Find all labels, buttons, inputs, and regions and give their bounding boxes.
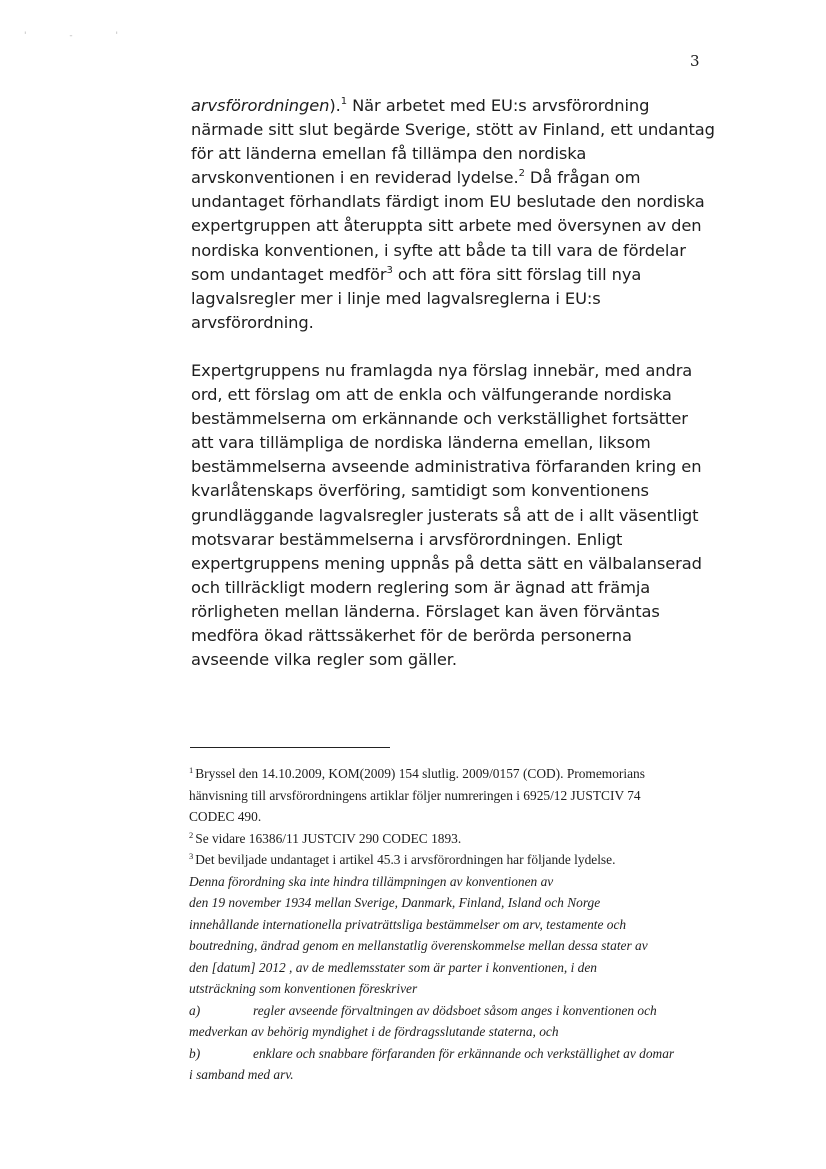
footnote-number: 3 [189, 851, 194, 861]
text-line [191, 311, 736, 335]
text-line [191, 142, 736, 166]
text-run: för att länderna emellan få tillämpa den nordiska [191, 144, 587, 164]
footnote-line [189, 892, 719, 914]
footnote-line [189, 1021, 719, 1043]
footnote-text: den [datum] 2012 , av de medlemsstater som är parter i konventionen, i den [189, 959, 597, 975]
text-line [191, 552, 736, 576]
text-run: nordiska konventionen, i syfte att både ta till vara de fördelar [191, 240, 686, 260]
footnote-text: i samband med arv. [189, 1067, 294, 1082]
scan-marks: ' - ' [24, 31, 138, 41]
text-line [191, 479, 736, 503]
page-number: 3 [690, 52, 700, 70]
footnote-line [189, 1043, 719, 1065]
text-run: undantaget förhandlats färdigt inom EU beslutade den nordiska [191, 192, 705, 212]
footnote-line [189, 849, 719, 871]
text-run: ). [329, 96, 341, 115]
footnote-line [189, 1064, 719, 1086]
text-line [191, 214, 736, 238]
text-run: närmade sitt slut begärde Sverige, stött av Finland, ett undantag [191, 120, 715, 140]
text-line [191, 359, 736, 383]
footnote-text: utsträckning som konventionen föreskriver [189, 981, 418, 996]
text-run: motsvarar bestämmelserna i arvsförordningen. Enligt [191, 529, 623, 549]
text-run: lagvalsregler mer i linje med lagvalsreglerna i EU:s [191, 288, 601, 308]
footnote-line [189, 806, 719, 828]
footnote-number: 2 [189, 829, 194, 840]
text-run: ord, ett förslag om att de enkla och välfungerande nordiska [191, 385, 672, 405]
list-item-label: b) [189, 1045, 201, 1061]
text-line [191, 118, 736, 142]
footnote-line [189, 871, 719, 893]
footnote-text: boutredning, ändrad genom en mellanstatlig överenskommelse mellan dessa stater av [189, 938, 648, 953]
footnote-line [189, 914, 719, 936]
footnote-text: den 19 november 1934 mellan Sverige, Danmark, Finland, Island och Norge [189, 895, 601, 910]
footnote-line [189, 1000, 719, 1022]
footnote-line [189, 978, 719, 1000]
footnote-line [189, 828, 719, 850]
text-run: att vara tillämpliga de nordiska länderna emellan, liksom [191, 433, 651, 453]
text-run: Expertgruppens nu framlagda nya förslag innebär, med andra [191, 360, 693, 380]
text-run: expertgruppens mening uppnås på detta sätt en välbalanserad [191, 553, 702, 573]
footnote-line [189, 957, 719, 979]
footnote-text: Denna förordning ska inte hindra tillämpningen av konventionen av [189, 873, 554, 889]
paragraph [191, 359, 736, 672]
text-run: som undantaget medför [191, 264, 387, 284]
text-line [191, 239, 736, 263]
text-line [191, 190, 736, 214]
text-line [191, 528, 736, 552]
footnote-text: medverkan av behörig myndighet i de fördragsslutande staterna, och [189, 1024, 559, 1039]
text-line [191, 504, 736, 528]
text-line [191, 600, 736, 624]
text-run: rörligheten mellan länderna. Förslaget kan även förväntas [191, 601, 660, 621]
text-run: Då frågan om [524, 168, 641, 188]
text-line [191, 576, 736, 600]
text-line [191, 431, 736, 455]
text-run: expertgruppen att återuppta sitt arbete med översynen av den [191, 216, 702, 236]
footnote-number: 1 [189, 765, 194, 775]
footnote-reference: 1 [340, 96, 347, 107]
text-line [191, 263, 736, 287]
text-run: och att föra sitt förslag till nya [392, 264, 642, 284]
footnotes [189, 763, 719, 1086]
footnote-text: CODEC 490. [189, 809, 262, 824]
text-line [191, 383, 736, 407]
italic-text: arvsförordningen [191, 96, 330, 115]
text-run: bestämmelserna om erkännande och verkställighet fortsätter [191, 409, 688, 429]
footnote-line [189, 935, 719, 957]
footnote-text: Det beviljade undantaget i artikel 45.3 i arvsförordningen har följande lydelse. [195, 852, 616, 867]
footnote-text: enklare och snabbare förfaranden för erkännande och verkställighet av domar [253, 1045, 675, 1061]
text-line [191, 648, 736, 672]
text-run: och tillräckligt modern reglering som är ägnad att främja [191, 577, 651, 597]
footnote-reference: 2 [518, 168, 525, 180]
footnote-text: innehållande internationella privaträttsliga bestämmelser om arv, testamente och [189, 916, 627, 932]
text-run: bestämmelserna avseende administrativa förfaranden kring en [191, 457, 702, 477]
footnote-text: regler avseende förvaltningen av dödsboet såsom anges i konventionen och [253, 1002, 657, 1018]
text-run: När arbetet med EU:s arvsförordning [347, 96, 650, 115]
text-run: medföra ökad rättssäkerhet för de berörda personerna [191, 625, 632, 645]
text-line [191, 455, 736, 479]
text-run: kvarlåtenskaps överföring, samtidigt som konventionens [191, 481, 649, 501]
footnote-line [189, 763, 719, 785]
text-run: arvsförordning. [191, 312, 314, 332]
footnote-text: Se vidare 16386/11 JUSTCIV 290 CODEC 1893. [195, 830, 462, 846]
text-run: grundläggande lagvalsregler justerats så att de i allt väsentligt [191, 505, 699, 525]
footnote-text: Bryssel den 14.10.2009, KOM(2009) 154 slutlig. 2009/0157 (COD). Promemorians [195, 766, 645, 781]
text-line [191, 407, 736, 431]
footnote-separator [190, 747, 390, 748]
text-line [191, 624, 736, 648]
list-item-label: a) [189, 1002, 201, 1018]
text-run: avseende vilka regler som gäller. [191, 650, 457, 670]
footnote-line [189, 785, 719, 807]
text-line [191, 94, 736, 118]
body-text [191, 94, 736, 672]
text-line [191, 287, 736, 311]
text-line [191, 166, 736, 190]
footnote-reference: 3 [386, 264, 393, 276]
text-run: arvskonventionen i en reviderad lydelse. [191, 168, 519, 188]
footnote-text: hänvisning till arvsförordningens artiklar följer numreringen i 6925/12 JUSTCIV 74 [189, 787, 641, 803]
paragraph [191, 94, 736, 335]
